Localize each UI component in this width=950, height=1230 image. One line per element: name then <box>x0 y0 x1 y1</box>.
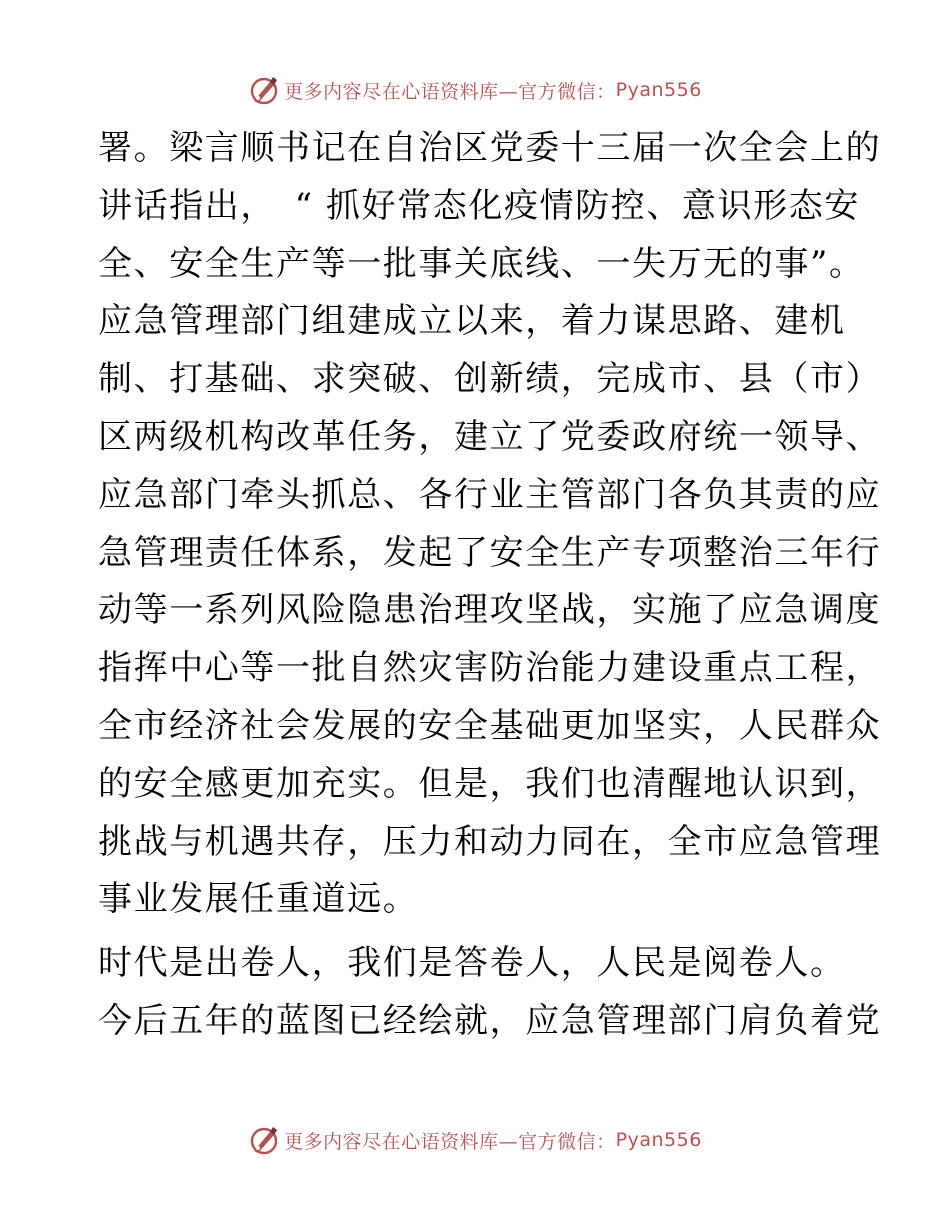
text-line: 时代是出卷人，我们是答卷人，人民是阅卷人。 <box>98 943 846 984</box>
text-line: 动等一系列风险隐患治理攻坚战，实施了应急调度 <box>98 590 882 631</box>
text-line: 应急部门牵头抓总、各行业主管部门各负其责的应 <box>98 474 882 515</box>
pen-logo-icon <box>248 74 280 106</box>
text-line: 全、安全生产等一批事关底线、一失万无的事”。 <box>98 243 865 284</box>
header-banner-text: 更多内容尽在心语资料库—官方微信： <box>284 80 616 103</box>
text-line: 全市经济社会发展的安全基础更加坚实，人民群众 <box>98 705 882 746</box>
text-line: 指挥中心等一批自然灾害防治能力建设重点工程， <box>98 648 882 689</box>
header-wechat-id: Pyan556 <box>615 79 702 101</box>
text-line: 区两级机构改革任务，建立了党委政府统一领导、 <box>98 416 882 457</box>
pen-logo-icon <box>248 1124 280 1156</box>
text-line: 制、打基础、求突破、创新绩，完成市、县（市） <box>98 359 882 400</box>
footer-watermark-banner <box>0 1120 950 1160</box>
paragraph-1 <box>98 120 882 929</box>
paragraph-2 <box>98 935 882 1051</box>
document-body <box>98 120 882 1051</box>
text-line: 讲话指出， “ 抓好常态化疫情防控、意识形态安 <box>98 185 860 226</box>
text-line: 的安全感更加充实。但是，我们也清醒地认识到， <box>98 763 882 804</box>
text-line: 应急管理部门组建成立以来，着力谋思路、建机 <box>98 301 846 342</box>
text-line: 事业发展任重道远。 <box>98 879 419 920</box>
text-line: 今后五年的蓝图已经绘就，应急管理部门肩负着党 <box>98 1000 882 1041</box>
footer-banner-text: 更多内容尽在心语资料库—官方微信： <box>284 1130 616 1153</box>
text-line: 署。梁言顺书记在自治区党委十三届一次全会上的 <box>98 128 882 168</box>
header-watermark-banner <box>0 70 950 110</box>
text-line: 急管理责任体系，发起了安全生产专项整治三年行 <box>98 532 882 573</box>
footer-wechat-id: Pyan556 <box>615 1129 702 1151</box>
text-line: 挑战与机遇共存，压力和动力同在，全市应急管理 <box>98 821 882 862</box>
